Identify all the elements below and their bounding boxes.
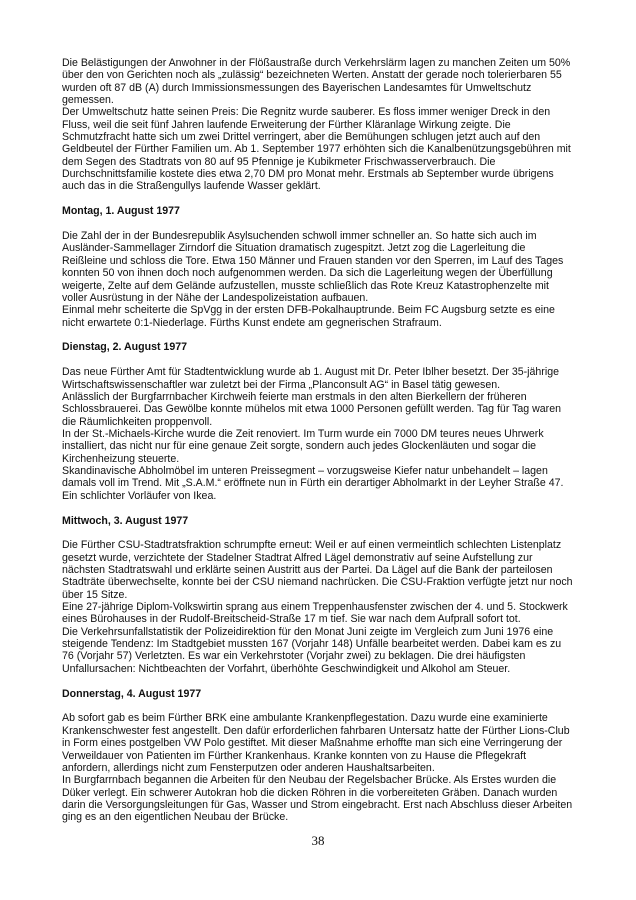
date-heading: Dienstag, 2. August 1977 bbox=[62, 341, 188, 354]
paragraph: Die Fürther CSU-Stadtratsfraktion schrumpfte erneut: Weil er auf einen vermeintlich schlechten Listenplatz gesetzt wurde, verzichtete der Stadelner Stadtrat Alfred Lägel demonstrativ auf seine Aufstellung zur nächsten Stadtratswahl und erklärte seinen Austritt aus der Partei. Da Lägel auf die Bank der parteilosen Stadträte überwechselte, konnte bei der CSU niemand nachrücken. Die CSU-Fraktion verfügte jetzt nur noch über 15 Sitze. bbox=[62, 539, 573, 601]
paragraph: Ab sofort gab es beim Fürther BRK eine ambulante Krankenpflegestation. Dazu wurde eine examinierte Krankenschwester fest angestellt. Den dafür erforderlichen fahrbaren Untersatz hatte der Fürther Lions-Club in Form eines postgelben VW Polo gestiftet. Mit dieser Maßnahme erhoffte man sich eine Verringerung der Verweildauer von Patienten im Fürther Krankenhaus. Kranke konnten von zu Hause die Pflegekraft anfordern, allerdings nicht zum Fensterputzen oder anderen Haushaltsarbeiten. bbox=[62, 712, 570, 774]
paragraph: Anlässlich der Burgfarrnbacher Kirchweih feierte man erstmals in den alten Bierkellern der früheren Schlossbrauerei. Das Gewölbe konnte mühelos mit etwa 1000 Personen gefüllt werden. Tag für Tag waren die Räumlichkeiten proppenvoll. bbox=[62, 390, 561, 428]
paragraph: Das neue Fürther Amt für Stadtentwicklung wurde ab 1. August mit Dr. Peter Iblher besetzt. Der 35-jährige Wirtschaftswissenschaftler war zuletzt bei der Firma „Planconsult AG“ in Basel tätig gewesen. bbox=[62, 366, 559, 391]
date-heading: Montag, 1. August 1977 bbox=[62, 205, 180, 218]
entry-section bbox=[62, 341, 574, 502]
entry-section bbox=[62, 688, 574, 824]
paragraph: In der St.-Michaels-Kirche wurde die Zeit renoviert. Im Turm wurde ein 7000 DM teures neues Uhrwerk installiert, das nicht nur für eine genaue Zeit sorgte, sondern auch jedes Glockenläuten und sogar die Kirchenheizung steuerte. bbox=[62, 427, 544, 465]
entry-section bbox=[62, 205, 574, 329]
paragraph: Die Zahl der in der Bundesrepublik Asylsuchenden schwoll immer schneller an. So hatte sich auch im Ausländer-Sammellager Zirndorf die Situation dramatisch zugespitzt. Jetzt zog die Lagerleitung die Reißleine und schloss die Tore. Etwa 150 Männer und Frauen standen vor den Sperren, im Lauf des Tages konnten 50 von ihnen doch noch aufgenommen werden. Da sich die Lagerleitung wegen der Überfüllung weigerte, Zelte auf dem Gelände aufzustellen, musste schließlich das Rote Kreuz Katastrophenzelte mit voller Ausrüstung in der Nähe der Landespolizeistation aufbauen. bbox=[62, 230, 564, 304]
entry-section bbox=[62, 515, 574, 676]
paragraph: Der Umweltschutz hatte seinen Preis: Die Regnitz wurde sauberer. Es floss immer weniger Dreck in den Fluss, weil die seit fünf Jahren laufende Erweiterung der Fürther Kläranlage Wirkung zeigte. Die Schmutzfracht hatte sich um zwei Drittel verringert, aber die Bemühungen schlugen jetzt auch auf den Geldbeutel der Fürther Familien um. Ab 1. September 1977 erhöhten sich die Kanalbenützungsgebühren mit dem Segen des Stadtrats von 80 auf 95 Pfennige je Kubikmeter Frischwasserverbrauch. Die Durchschnittsfamilie kostete dies etwa 2,70 DM pro Monat mehr. Erstmals ab September wurde übrigens auch das in die Straßengullys laufende Wasser geklärt. bbox=[62, 106, 571, 193]
intro-block bbox=[62, 57, 574, 193]
page-number: 38 bbox=[311, 833, 325, 848]
paragraph: Einmal mehr scheiterte die SpVgg in der ersten DFB-Pokalhauptrunde. Beim FC Augsburg setzte es eine nicht erwartete 0:1-Niederlage. Fürths Kunst endete am gegnerischen Strafraum. bbox=[62, 304, 555, 329]
paragraph: Die Verkehrsunfallstatistik der Polizeidirektion für den Monat Juni zeigte im Vergleich zum Juni 1976 eine steigende Tendenz: Im Stadtgebiet mussten 167 (Vorjahr 148) Unfälle bearbeitet werden. Dabei kam es zu 76 (Vorjahr 57) Verletzten. Es war ein Verkehrstoter (Vorjahr zwei) zu beklagen. Die drei häufigsten Unfallursachen: Nichtbeachten der Vorfahrt, überhöhte Geschwindigkeit und Alkohol am Steuer. bbox=[62, 625, 562, 675]
paragraph: In Burgfarrnbach begannen die Arbeiten für den Neubau der Regelsbacher Brücke. Als Erstes wurden die Düker verlegt. Ein schwerer Autokran hob die dicken Röhren in die vorbereiteten Gräben. Danach wurden darin die Versorgungsleitungen für Gas, Wasser und Strom eingebracht. Erst nach Abschluss dieser Arbeiten ging es an den eigentlichen Neubau der Brücke. bbox=[62, 774, 573, 824]
paragraph: Eine 27-jährige Diplom-Volkswirtin sprang aus einem Treppenhausfenster zwischen der 4. und 5. Stockwerk eines Bürohauses in der Rudolf-Breitscheid-Straße 17 m tief. Sie war nach dem Aufprall sofort tot. bbox=[62, 601, 568, 626]
document-page bbox=[62, 57, 574, 824]
date-heading: Mittwoch, 3. August 1977 bbox=[62, 514, 189, 527]
date-heading: Donnerstag, 4. August 1977 bbox=[62, 687, 202, 700]
paragraph: Skandinavische Abholmöbel im unteren Preissegment – vorzugsweise Kiefer natur unbehandelt – lagen damals voll im Trend. Mit „S.A.M.“ eröffnete nun in Fürth ein derartiger Abholmarkt in der Leyher Straße 47. Ein schlichter Vorläufer von Ikea. bbox=[62, 464, 564, 502]
paragraph: Die Belästigungen der Anwohner in der Flößaustraße durch Verkehrslärm lagen zu manchen Zeiten um 50% über den von Gerichten noch als „zulässig“ bezeichneten Werten. Anstatt der gerade noch tolerierbaren 55 wurden oft 87 dB (A) durch Immissionsmessungen des Bayerischen Landesamtes für Umweltschutz gemessen. bbox=[62, 57, 571, 107]
